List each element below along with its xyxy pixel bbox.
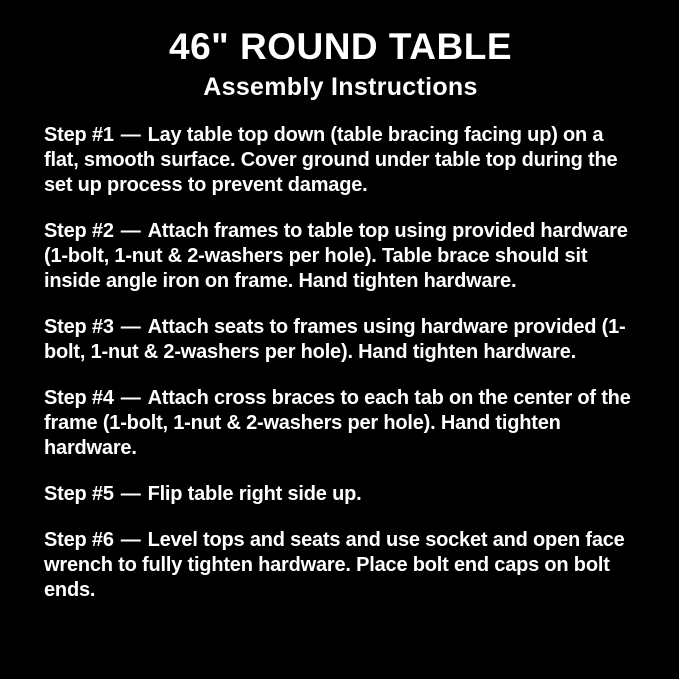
page-subtitle: Assembly Instructions [203,72,478,101]
step-2-text: Attach frames to table top using provided hardware (1-bolt, 1-nut & 2-washers per hole). Table brace should sit inside angle iron on frame. Hand tighten hardware. [44,220,628,293]
step-3-paragraph [44,315,637,365]
step-5-label: Step #5 [44,483,114,506]
step-5-paragraph [44,482,637,507]
page-title: 46" ROUND TABLE [169,26,512,67]
step-3-text: Attach seats to frames using hardware provided (1-bolt, 1-nut & 2-washers per hole). Hand tighten hardware. [44,316,626,364]
step-6-paragraph [44,528,637,603]
step-1-label: Step #1 [44,124,114,147]
step-6-label: Step #6 [44,529,114,552]
step-2-paragraph [44,219,637,294]
step-6-text: Level tops and seats and use socket and open face wrench to fully tighten hardware. Place bolt end caps on bolt ends. [44,529,625,602]
step-4-label: Step #4 [44,387,114,410]
step-1-paragraph [44,123,637,198]
step-4-text: Attach cross braces to each tab on the center of the frame (1-bolt, 1-nut & 2-washers per hole). Hand tighten hardware. [44,387,631,460]
step-6-dash: — [120,529,141,552]
step-4-paragraph [44,386,637,461]
step-3-label: Step #3 [44,316,114,339]
header [44,26,637,101]
step-1-text: Lay table top down (table bracing facing up) on a flat, smooth surface. Cover ground under table top during the set up process to prevent damage. [44,124,618,197]
step-2-label: Step #2 [44,220,114,243]
step-2-dash: — [120,220,141,243]
step-5-dash: — [120,483,141,506]
step-5-text: Flip table right side up. [147,483,362,506]
steps-list [44,123,637,603]
step-3-dash: — [120,316,141,339]
step-1-dash: — [120,124,141,147]
step-4-dash: — [120,387,141,410]
